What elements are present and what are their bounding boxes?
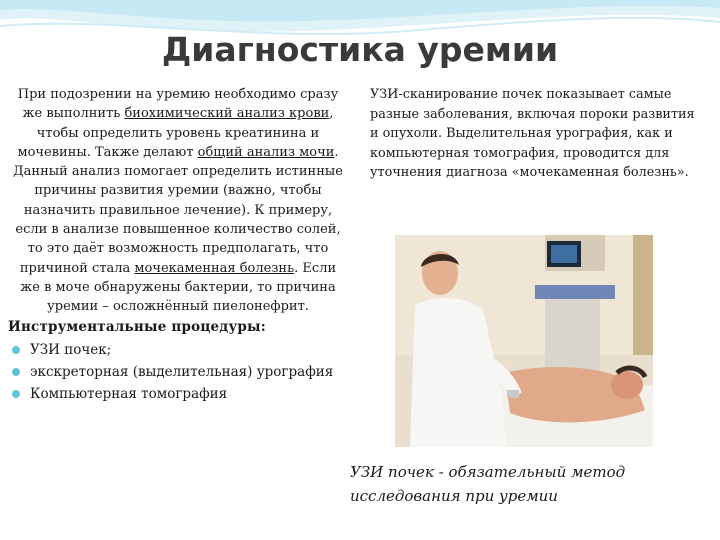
bullet-icon (12, 390, 20, 398)
list-item-text: экскреторная (выделительная) урография (30, 363, 334, 380)
instrumental-heading: Инструментальные процедуры: (8, 318, 266, 335)
para-text-3: . Данный анализ помогает определить истинные причины развития уремии (важно, чтобы назначить правильное лечение). К примеру, если в анализе повышенное количество солей, то это даёт возможность предполагать, что причиной стала (13, 144, 343, 276)
diagnosis-paragraph (8, 85, 348, 317)
page-title: Диагностика уремии (161, 30, 559, 69)
bullet-icon (12, 368, 20, 376)
list-item-text: Компьютерная томография (30, 385, 228, 402)
caption-line-1: УЗИ почек - обязательный метод (350, 463, 626, 481)
caption-line-2: исследования при уремии (350, 487, 558, 505)
ultrasound-paragraph: УЗИ-сканирование почек показывает самые разные заболевания, включая пороки развития и опухоли. Выделительная урография, как и компьютерная томография, проводится для уточнения диагноза «мочекаменная болезнь». (370, 87, 695, 180)
link-urolithiasis[interactable]: мочекаменная болезнь (134, 260, 295, 276)
procedures-list (8, 339, 348, 405)
list-item (8, 339, 348, 361)
photo-caption (350, 460, 670, 508)
ultrasound-examination-photo (395, 235, 653, 447)
para-text-1: При подозрении на уремию необходимо сразу же выполнить (17, 87, 339, 122)
list-item (8, 383, 348, 405)
list-item-text: УЗИ почек; (30, 341, 112, 358)
link-general-urine-test[interactable]: общий анализ мочи (197, 144, 335, 160)
para-text-4: . Если же в моче обнаружены бактерии, то причина уремии – осложнённый пиелонефрит. (20, 260, 337, 315)
para-text-2: , чтобы определить уровень креатинина и мочевины. Также делают (17, 106, 334, 160)
link-biochemical-blood-test[interactable]: биохимический анализ крови (124, 106, 330, 122)
bullet-icon (12, 346, 20, 354)
left-column (8, 85, 348, 405)
list-item (8, 361, 348, 383)
